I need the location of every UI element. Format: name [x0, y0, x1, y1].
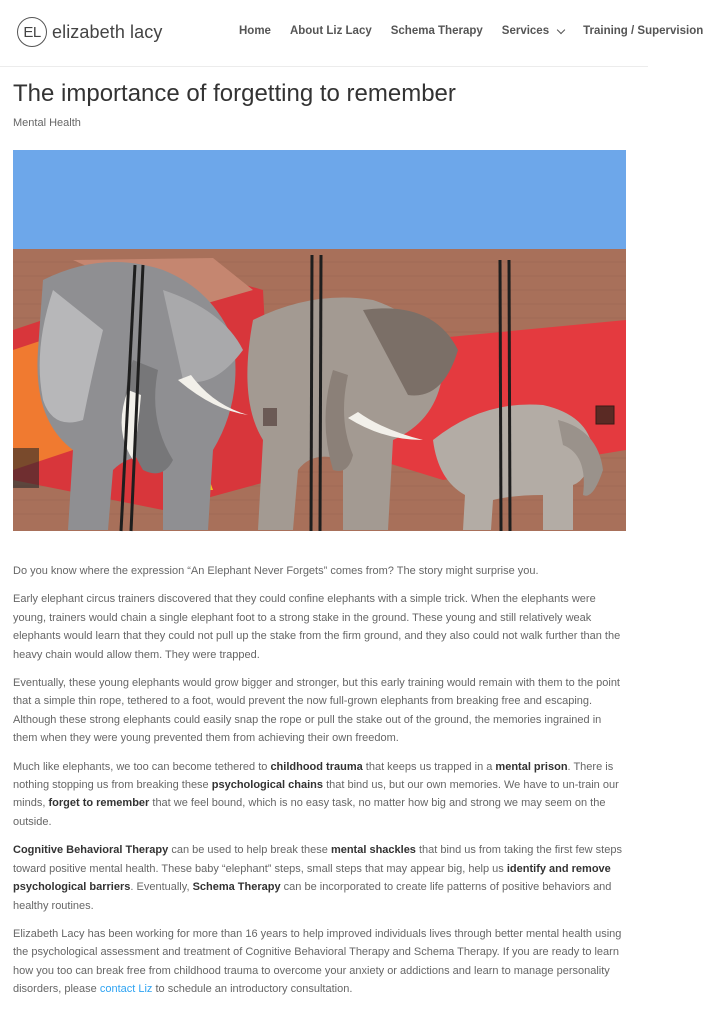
bold-text: mental shackles [330, 844, 416, 857]
logo-text: elizabeth lacy [52, 21, 163, 42]
article-paragraph-6 [13, 925, 625, 999]
text: can be used to help break these [168, 844, 331, 857]
article-paragraph-5 [13, 841, 625, 915]
article-body [13, 562, 625, 1009]
article-paragraph-3: Eventually, these young elephants would grow bigger and stronger, but this early training would remain with them to the point that a simple thin rope, tethered to a foot, would prevent the now full-grown elephants from breaking free and escaping. Although these strong elephants could easily snap the rope or pull the stake out of the ground, the memories ingrained in them when they were young prevented them from achieving their own freedom. [13, 677, 620, 745]
bold-text: Schema Therapy [192, 881, 281, 894]
elephant-mural-image [13, 150, 626, 531]
text: Elizabeth Lacy has been working for more than 16 years to help improved individuals lives through better mental health using the psychological assessment and treatment of Cognitive Behavioral Therapy and Schema Therapy. If you are ready to learn how you too can break free from childhood trauma to overcome your anxiety or addictions and learn to manage personality disorders, please [13, 927, 622, 996]
text: can be incorporated to create life patterns of positive behaviors and healthy routines. [13, 881, 612, 912]
text: that keeps us trapped in a [362, 760, 496, 773]
text: that bind us, but our own memories. We have to un-train our minds, [13, 779, 619, 810]
nav-home[interactable]: Home [239, 25, 271, 37]
site-logo[interactable] [17, 17, 162, 47]
nav-schema-therapy[interactable]: Schema Therapy [390, 25, 483, 37]
chevron-down-icon [557, 25, 565, 33]
article-paragraph-2: Early elephant circus trainers discovered that they could confine elephants with a simple trick. When the elephants were young, trainers would chain a single elephant foot to a strong stake in the ground. These young and still relatively weak elephants would learn that they could not pull up the stake from the firm ground, and they also could not walk further than the heavy chain would allow them. They were trapped. [13, 593, 621, 661]
hero-image [13, 150, 626, 531]
category-link[interactable]: Mental Health [13, 117, 81, 129]
bold-text: psychological chains [211, 779, 324, 792]
nav-services-label: Services [501, 25, 550, 37]
bold-text: forget to remember [48, 797, 150, 810]
article-paragraph-4 [13, 758, 625, 832]
nav-services[interactable] [502, 25, 564, 37]
text: . There is nothing stopping us from breaking these [13, 760, 614, 792]
bold-text: Cognitive Behavioral Therapy [13, 844, 169, 857]
logo-mark: EL [17, 17, 47, 47]
text: that bind us from taking the first few steps toward positive mental health. These baby “elephant” steps, small steps that may appear big, help us [13, 844, 622, 875]
bold-text: childhood trauma [270, 760, 363, 773]
bold-text: identify and remove psychological barriers [13, 862, 611, 894]
article-paragraph-1: Do you know where the expression “An Elephant Never Forgets” comes from? The story might surprise you. [13, 565, 539, 577]
site-header [0, 0, 704, 67]
bold-text: mental prison [495, 760, 568, 773]
text: to schedule an introductory consultation. [152, 983, 353, 996]
text: . Eventually, [130, 881, 193, 894]
contact-liz-link[interactable]: contact Liz [99, 983, 153, 996]
nav-training[interactable]: Training / Supervision [583, 25, 704, 37]
text: that we feel bound, which is no easy task, no matter how big and strong we may seem on the outside. [13, 797, 606, 828]
nav-about[interactable]: About Liz Lacy [289, 25, 372, 37]
page-title: The importance of forgetting to remember [13, 80, 456, 107]
main-nav [239, 25, 722, 37]
post-category [13, 117, 81, 129]
text: Much like elephants, we too can become tethered to [13, 760, 271, 773]
